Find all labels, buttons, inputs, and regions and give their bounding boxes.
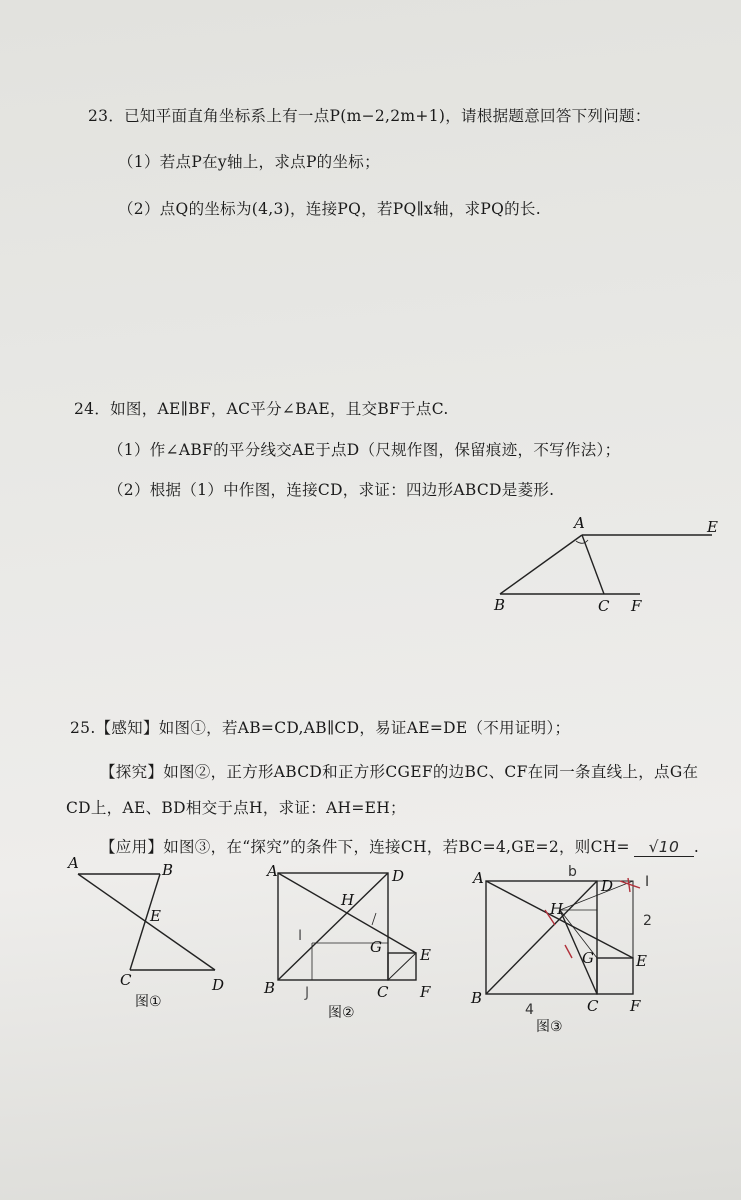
fig3-line-BD — [486, 881, 597, 994]
fig2-label-F: F — [420, 983, 431, 1001]
fig2-label-G: G — [370, 938, 382, 956]
fig3-hand-4: 4 — [525, 1002, 534, 1018]
q24-line-AC — [582, 535, 604, 594]
fig2-label-H: H — [341, 891, 355, 909]
fig3-hand-b: b — [568, 864, 577, 880]
fig3-caption: 图③ — [536, 1019, 563, 1035]
fig1-label-E: E — [150, 907, 161, 925]
fig2-pencil-J: J — [305, 985, 310, 1001]
q24-label-F: F — [631, 597, 642, 615]
fig1-line-AD — [78, 874, 215, 970]
fig2-label-E: E — [420, 946, 431, 964]
q24-line-AB — [500, 535, 582, 594]
fig3-hand-2: 2 — [643, 913, 652, 929]
fig3-drawing — [486, 881, 633, 994]
q24-label-B: B — [494, 596, 506, 614]
fig1-label-C: C — [120, 971, 132, 989]
fig3-label-C: C — [587, 997, 599, 1015]
q24-figure — [500, 535, 712, 594]
fig2-pencil-mark — [372, 913, 376, 925]
q23-stem: 23．已知平面直角坐标系上有一点P(m−2,2m+1)，请根据题意回答下列问题： — [88, 107, 651, 125]
fig3-square-CGEF — [597, 958, 633, 994]
fig3-hand-I: I — [645, 874, 650, 890]
q24-part2: （2）根据（1）中作图，连接CD，求证：四边形ABCD是菱形. — [108, 481, 555, 499]
q24-label-E: E — [707, 518, 718, 536]
fig3-label-A: A — [473, 869, 484, 887]
fig1-label-B: B — [162, 861, 174, 879]
fig3-label-E: E — [636, 952, 647, 970]
q24-stem: 24．如图，AE∥BF，AC平分∠BAE，且交BF于点C. — [74, 400, 449, 418]
q25-apply-end: . — [693, 838, 700, 856]
fig2-label-B: B — [264, 979, 276, 997]
fig1-label-A: A — [68, 854, 79, 872]
fig2-pencil-I: I — [298, 928, 303, 944]
q23-part2: （2）点Q的坐标为(4,3)，连接PQ，若PQ∥x轴，求PQ的长. — [118, 200, 541, 218]
q24-label-C: C — [598, 597, 610, 615]
fig2-label-A: A — [267, 862, 278, 880]
fig3-label-G: G — [582, 949, 594, 967]
fig2-caption: 图② — [328, 1005, 355, 1021]
fig3-red-ink — [545, 878, 640, 958]
fig3-red-stroke-top2 — [628, 878, 630, 892]
q24-part1: （1）作∠ABF的平分线交AE于点D（尺规作图，保留痕迹，不写作法）； — [108, 441, 621, 459]
q25-perceive: 25.【感知】如图①，若AB=CD,AB∥CD，易证AE=DE（不用证明）； — [70, 719, 571, 737]
fig3-label-B: B — [471, 989, 483, 1007]
fig3-label-F: F — [630, 997, 641, 1015]
fig1-label-D: D — [212, 976, 225, 994]
fig2-drawing — [278, 873, 416, 980]
fig3-red-stroke-mid — [565, 945, 572, 958]
q25-apply-text: 【应用】如图③，在“探究”的条件下，连接CH，若BC=4,GE=2，则CH= — [100, 838, 630, 856]
q24-label-A: A — [574, 514, 585, 532]
fig3-label-H: H — [550, 900, 564, 918]
fig1-drawing — [78, 874, 215, 970]
q25-apply-answer: √10 — [634, 838, 694, 857]
fig2-line-CE — [388, 953, 416, 980]
q24-angle-mark — [576, 540, 588, 543]
fig1-caption: 图① — [135, 994, 162, 1010]
q25-explore-line2: CD上，AE、BD相交于点H，求证：AH=EH； — [66, 799, 406, 817]
fig2-label-D: D — [392, 867, 405, 885]
fig2-label-C: C — [377, 983, 389, 1001]
q23-part1: （1）若点P在y轴上，求点P的坐标； — [118, 153, 380, 171]
q25-explore-line1: 【探究】如图②，正方形ABCD和正方形CGEF的边BC、CF在同一条直线上，点G在 — [100, 763, 699, 781]
fig3-label-D: D — [601, 877, 614, 895]
